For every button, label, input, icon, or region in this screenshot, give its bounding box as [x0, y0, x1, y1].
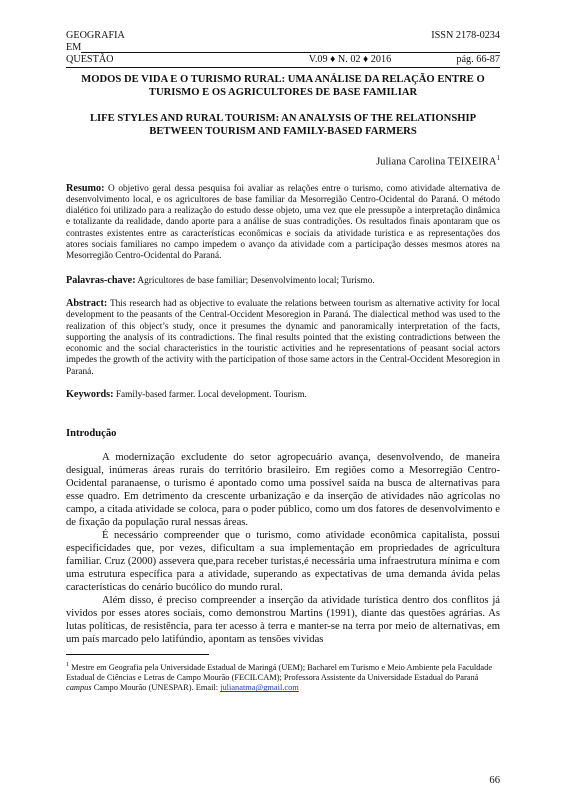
palavras-chave-block [66, 275, 500, 287]
keywords-label: Keywords: [66, 388, 114, 400]
header-rule [81, 52, 500, 53]
article-page [66, 30, 500, 694]
resumo-label: Resumo: [66, 182, 105, 194]
abstract-label: Abstract: [66, 297, 108, 309]
journal-name-line2: EM [66, 42, 82, 53]
author-line [66, 152, 500, 169]
volume-info: V.09 ♦ N. 02 ♦ 2016 [308, 54, 392, 65]
footnote-text-after: Campo Mourão (UNESPAR). Email: [91, 683, 221, 693]
abstract-text: This research had as objective to evaluate the relations between tourism as alternative activity for local development to the peasants of the Central-Occident Mesoregion in Paraná. The dialectical method was used to the realization of this object’s study, once it presumes the dynamic and panoramically interpretation of the facts, supporting the analysis of its contradictions. The final results pointed that the existing contradictions between the economic and the social characteristics in the touristic activities and he representations of peasant social actors impedes the growth of the activity with the participation of those same actors in the Central-Occident Mesoregion in Paraná. [66, 298, 500, 377]
author-footnote-mark[interactable]: 1 [496, 154, 500, 162]
palavras-chave-text: Agricultores de base familiar; Desenvolvimento local; Turismo. [135, 275, 375, 286]
journal-name-line3: QUESTÃO [66, 54, 114, 65]
paragraph: É necessário compreender que o turismo, como atividade econômica capitalista, possui especificidades que, por vezes, dificultam a sua implementação em propriedades de agricultura familiar. Cruz (2000) assevera que,para receber turistas,é necessária uma infraestrutura mínima e com uma estrutura específica para a atividade, superando as expectativas de uma demanda ávida pelas características do cenário bucólico do mundo rural. [66, 530, 500, 594]
footnote [66, 660, 500, 693]
page-range: pág. 66-87 [456, 54, 500, 65]
journal-name-line1: GEOGRAFIA [66, 30, 125, 41]
resumo-block [66, 183, 500, 263]
author-name: Juliana Carolina TEIXEIRA [376, 156, 497, 168]
footnote-text-before: Mestre em Geografia pela Universidade Estadual de Maringá (UEM); Bacharel em Turismo e Meio Ambiente pela Faculdade Estadual de Ciências e Letras de Campo Mourão (FECILCAM); Professora Assistente da Universidade Estadual do Paraná [66, 663, 493, 683]
header-volume-row [66, 54, 500, 68]
paragraph: A modernização excludente do setor agropecuário avança, desenvolvendo, de maneira desigual, inúmeras áreas rurais do território brasileiro. Em regiões como a Mesorregião Centro-Ocidental paranaense, o turismo é apontado como uma possível saída na busca de alternativas para esse quadro. Em detrimento da crescente urbanização e da inserção de atividades não agrícolas no campo, a citada atividade se coloca, para o poder público, como um dos fatores de desenvolvimento e de fixação da população rural nessas áreas. [66, 452, 500, 529]
keywords-block [66, 389, 500, 401]
running-header [66, 30, 500, 54]
paragraph: Além disso, é preciso compreender a inserção da atividade turística dentro dos conflitos já vividos por esses atores sociais, como demonstrou Martins (1991), diante das questões agrárias. As lutas políticas, de resistência, para ter acesso à terra e manter-se na terra por meio de alternativas, em um país marcado pelo latifúndio, apontam as tensões vividas [66, 595, 500, 646]
resumo-text: O objetivo geral dessa pesquisa foi avaliar as relações entre o turismo, como atividade alternativa de desenvolvimento local, e os agricultores de base familiar da Mesorregião Centro-Ocidental do Paraná. O método dialético foi utilizado para a realização do estudo desse objeto, uma vez que ele pressupõe a interpretação dinâmica e totalizante da realidade, dando aporte para a análise de suas contradições. Os resultados finais apontaram que os contrastes existentes entre as características econômicas e sociais da atividade turística e as representações dos atores sociais familiares no campo impedem o avanço da atividade com a participação desses mesmos atores na Mesorregião Centro-Ocidental do Paraná. [66, 183, 500, 262]
title-english: LIFE STYLES AND RURAL TOURISM: AN ANALYSIS OF THE RELATIONSHIP BETWEEN TOURISM AND FAMILY-BASED FARMERS [89, 113, 477, 137]
body-text [66, 451, 500, 646]
title-portuguese: MODOS DE VIDA E O TURISMO RURAL: UMA ANÁLISE DA RELAÇÃO ENTRE O TURISMO E OS AGRICULTORES DE BASE FAMILIAR [81, 74, 485, 98]
page-number: 66 [489, 775, 500, 786]
footnote-separator [66, 654, 209, 655]
section-heading: Introdução [66, 428, 117, 440]
keywords-text: Family-based farmer. Local development. Tourism. [113, 389, 307, 400]
issn: ISSN 2178-0234 [431, 30, 500, 41]
footnote-campus: campus [66, 683, 92, 693]
palavras-chave-label: Palavras-chave: [66, 274, 136, 286]
footnote-mark: 1 [66, 662, 69, 669]
author-email-link[interactable]: julianatma@gmail.com [220, 683, 299, 693]
journal-name-line2-row [66, 42, 500, 54]
abstract-block [66, 298, 500, 378]
